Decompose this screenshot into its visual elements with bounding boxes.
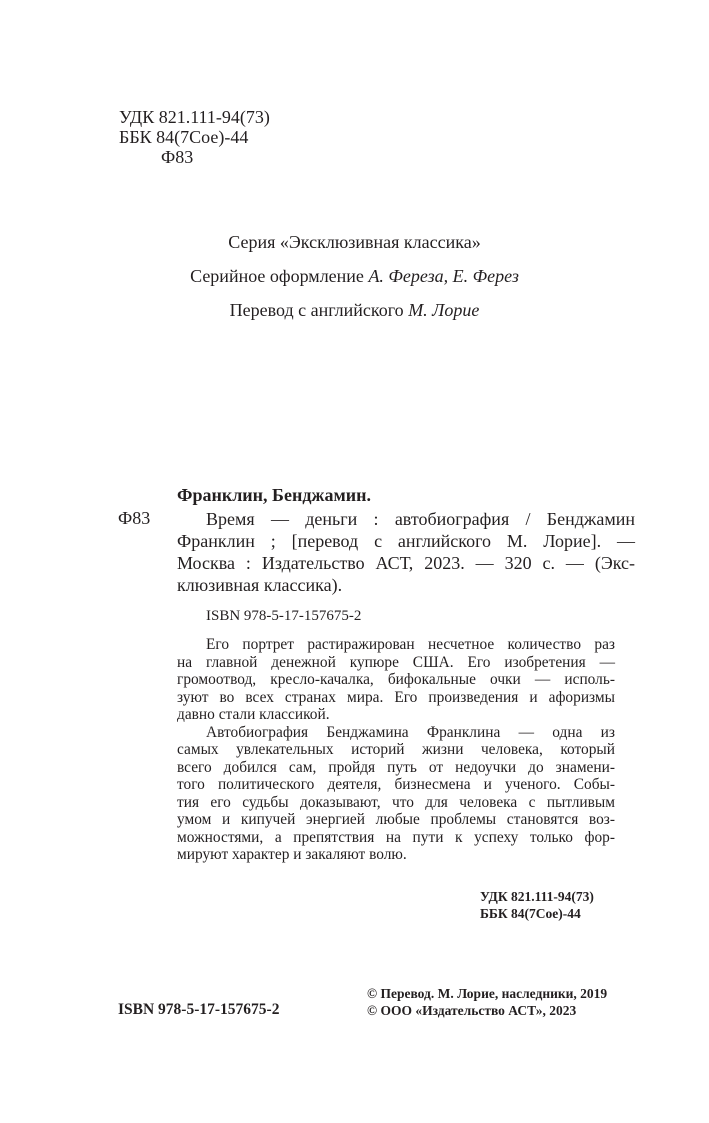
bbk-code: ББК 84(7Сое)-44 <box>119 127 249 147</box>
annotation <box>177 636 615 864</box>
design-label: Серийное оформление <box>190 266 369 286</box>
annotation-line: на главной денежной купюре США. Его изобретения — <box>177 653 615 671</box>
annotation-line: Его портрет растиражирован несчетное количество раз <box>206 636 615 653</box>
translation-credit <box>0 300 709 321</box>
annotation-line: самых увлекательных историй жизни человека, который <box>177 741 615 758</box>
annotation-line: Автобиография Бенджамина Франклина — одна из <box>206 723 615 741</box>
annotation-line: давно стали классикой. <box>177 706 330 723</box>
copyright-block <box>367 985 607 1019</box>
annotation-line: громоотвод, кресло-качалка, бифокальные очки — исполь- <box>177 671 615 688</box>
bibliographic-description <box>177 508 635 596</box>
udk-code: УДК 821.111-94(73) <box>119 107 270 127</box>
biblio-line: клюзивная классика). <box>177 575 343 595</box>
annotation-line: зуют во всех странах мира. Его произведения и афоризмы <box>177 688 615 706</box>
copyright-translation: © Перевод. М. Лорие, наследники, 2019 <box>367 986 608 1001</box>
annotation-line: тия его судьбы доказывают, что для человека с пытливым <box>177 793 615 811</box>
footer-isbn: ISBN 978-5-17-157675-2 <box>118 1001 280 1018</box>
biblio-line: Москва : Издательство АСТ, 2023. — 320 с. — (Экс- <box>177 553 635 573</box>
annotation-line: можностями, а препятствия на пути к успеху только фор- <box>177 828 615 846</box>
annotation-line: умом и кипучей энергией любые проблемы становятся воз- <box>177 811 615 828</box>
copyright-publisher: © ООО «Издательство АСТ», 2023 <box>367 1003 577 1018</box>
author-heading: Франклин, Бенджамин. <box>177 485 371 505</box>
biblio-line: Время — деньги : автобиография / Бенджамин <box>206 509 635 529</box>
annotation-line: мируют характер и закаляют волю. <box>177 846 407 863</box>
annotation-line: того политического деятеля, бизнесмена и ученого. Собы- <box>177 776 615 793</box>
translator-name: М. Лорие <box>408 300 480 320</box>
annotation-line: всего добился сам, пройдя путь от недоучки до знамени- <box>177 758 615 776</box>
series-design-credit <box>0 266 709 287</box>
record-isbn: ISBN 978-5-17-157675-2 <box>206 608 362 624</box>
udk-code-right: УДК 821.111-94(73) <box>480 889 594 904</box>
series-name: Серия «Эксклюзивная классика» <box>228 232 481 252</box>
translation-label: Перевод с английского <box>229 300 409 320</box>
bbk-code-right: ББК 84(7Сое)-44 <box>480 906 581 921</box>
classification-codes-right <box>480 888 594 922</box>
classification-codes <box>119 107 270 167</box>
record-author-mark: Ф83 <box>118 508 151 528</box>
design-names: А. Фереза, Е. Ферез <box>368 266 519 286</box>
biblio-line: Франклин ; [перевод с английского М. Лорие]. — <box>177 531 635 551</box>
author-mark: Ф83 <box>161 147 194 167</box>
